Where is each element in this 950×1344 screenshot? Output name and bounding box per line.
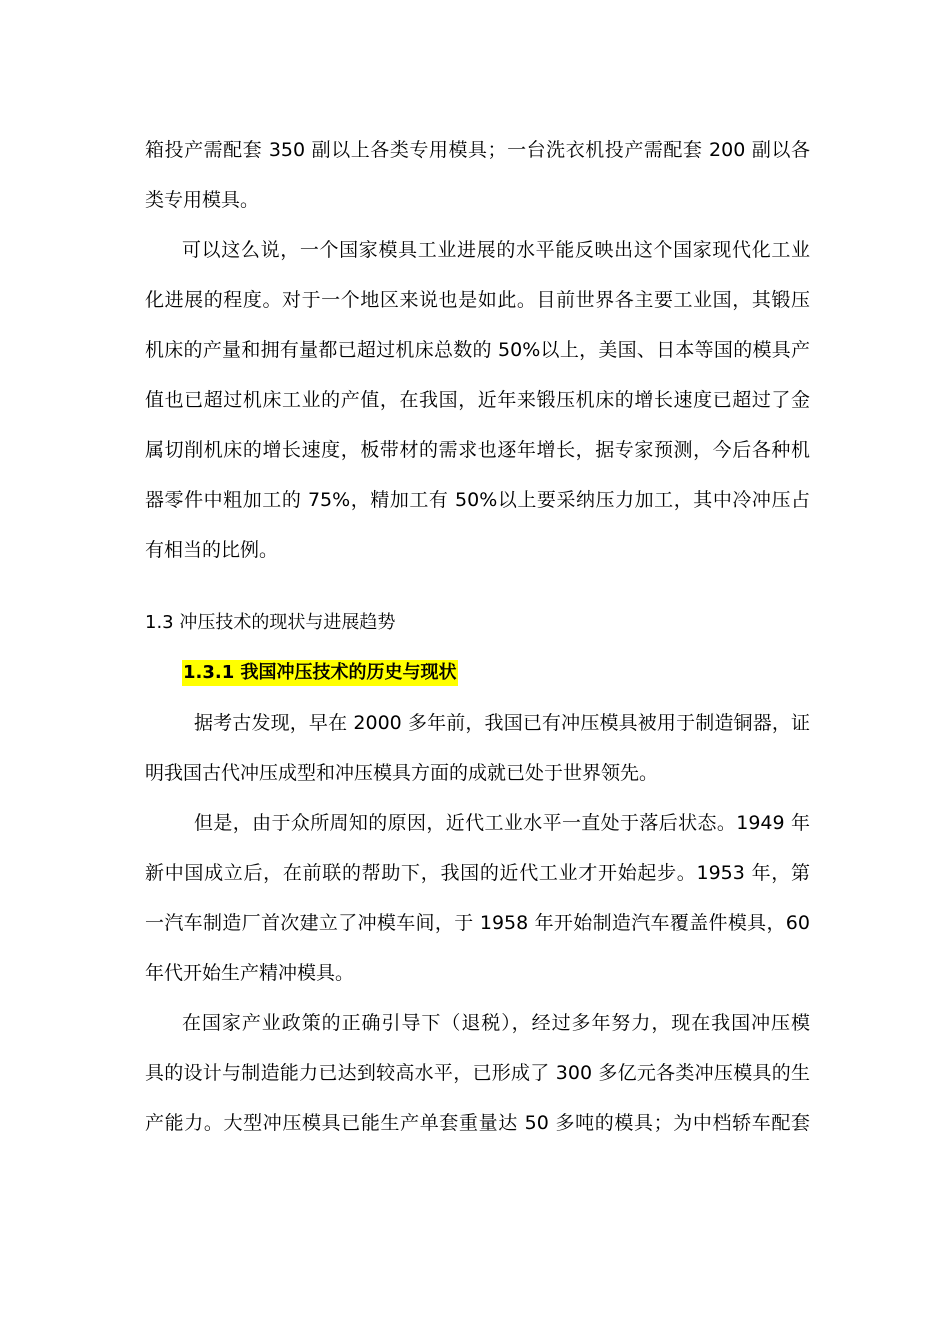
paragraph-4-line-4: 年代开始生产精冲模具。: [145, 962, 355, 984]
paragraph-2-line-3: 机床的产量和拥有量都已超过机床总数的 50%以上，美国、日本等国的模具产: [145, 339, 810, 361]
paragraph-2-line-5: 属切削机床的增长速度，板带材的需求也逐年增长，据专家预测，今后各种机: [145, 439, 810, 461]
paragraph-5-line-1: 在国家产业政策的正确引导下（退税），经过多年努力，现在我国冲压模: [182, 1012, 810, 1034]
section-heading: 1.3 冲压技术的现状与进展趋势: [145, 612, 396, 633]
paragraph-2-line-7: 有相当的比例。: [145, 539, 279, 561]
paragraph-4-line-3: 一汽车制造厂首次建立了冲模车间，于 1958 年开始制造汽车覆盖件模具，60: [145, 912, 810, 934]
paragraph-1-line-1: 箱投产需配套 350 副以上各类专用模具；一台洗衣机投产需配套 200 副以各: [145, 139, 810, 161]
paragraph-1-line-2: 类专用模具。: [145, 189, 260, 211]
paragraph-2-line-4: 值也已超过机床工业的产值，在我国，近年来锻压机床的增长速度已超过了金: [145, 389, 810, 411]
paragraph-4-line-1: 但是，由于众所周知的原因，近代工业水平一直处于落后状态。1949 年: [194, 812, 810, 834]
paragraph-2-line-1: 可以这么说，一个国家模具工业进展的水平能反映出这个国家现代化工业: [182, 239, 810, 261]
paragraph-3-line-2: 明我国古代冲压成型和冲压模具方面的成就已处于世界领先。: [145, 762, 659, 784]
paragraph-3-line-1: 据考古发现，早在 2000 多年前，我国已有冲压模具被用于制造铜器，证: [194, 712, 810, 734]
subsection-heading: 1.3.1 我国冲压技术的历史与现状: [182, 660, 458, 686]
paragraph-4-line-2: 新中国成立后，在前联的帮助下，我国的近代工业才开始起步。1953 年，第: [145, 862, 810, 884]
paragraph-2-line-2: 化进展的程度。对于一个地区来说也是如此。目前世界各主要工业国，其锻压: [145, 289, 810, 311]
paragraph-5-line-3: 产能力。大型冲压模具已能生产单套重量达 50 多吨的模具；为中档轿车配套: [145, 1112, 810, 1134]
paragraph-5-line-2: 具的设计与制造能力已达到较高水平，已形成了 300 多亿元各类冲压模具的生: [145, 1062, 810, 1084]
paragraph-2-line-6: 器零件中粗加工的 75%，精加工有 50%以上要采纳压力加工，其中冷冲压占: [145, 489, 810, 511]
